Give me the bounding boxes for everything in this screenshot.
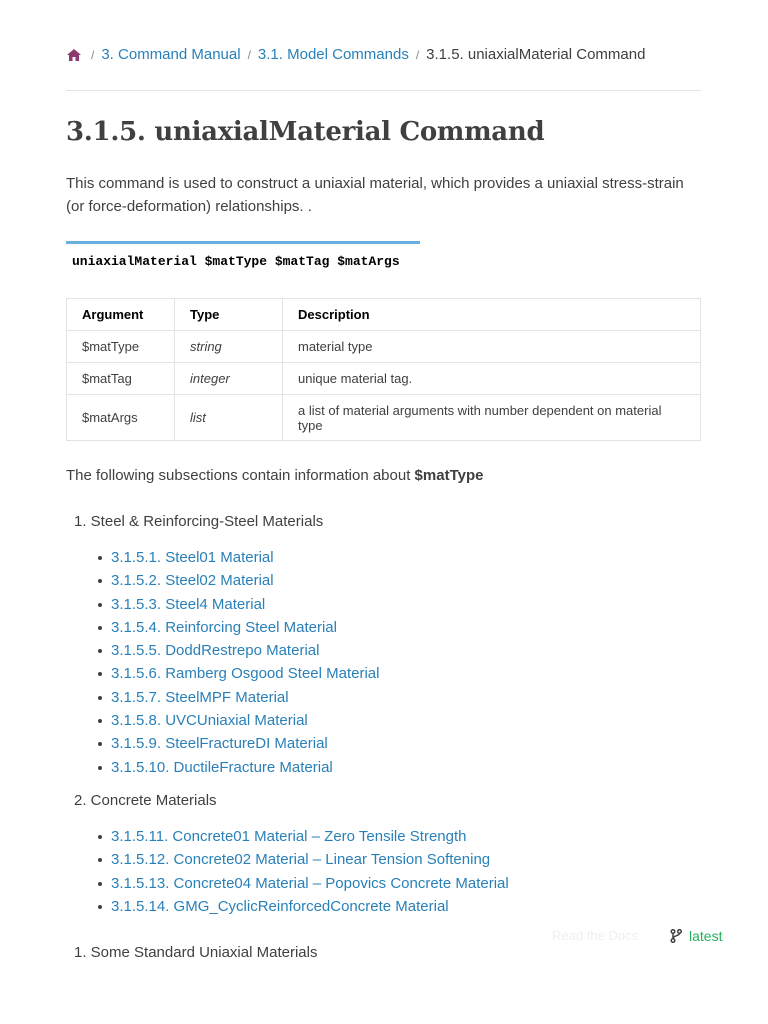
table-header: Description xyxy=(283,299,701,331)
table-header-row xyxy=(67,299,701,331)
table-header: Argument xyxy=(67,299,175,331)
section-title-steel: 1. Steel & Reinforcing-Steel Materials xyxy=(74,513,324,530)
list-item xyxy=(96,825,509,848)
table-cell-type: integer xyxy=(175,363,283,395)
steel-materials-list xyxy=(96,546,379,779)
list-item xyxy=(96,593,379,616)
table-cell-type: string xyxy=(175,331,283,363)
breadcrumb-separator: / xyxy=(247,48,251,62)
rtd-label: Read the Docs xyxy=(552,928,638,943)
table-row xyxy=(67,363,701,395)
material-link[interactable]: 3.1.5.3. Steel4 Material xyxy=(111,595,266,613)
list-item xyxy=(96,569,379,592)
mattype-keyword: $matType xyxy=(414,467,484,484)
section-title-concrete: 2. Concrete Materials xyxy=(74,792,217,809)
material-link[interactable]: 3.1.5.8. UVCUniaxial Material xyxy=(111,712,308,730)
code-block xyxy=(66,241,420,270)
table-cell-type: list xyxy=(175,395,283,441)
table-cell-description: a list of material arguments with number dependent on material type xyxy=(283,395,701,441)
table-cell-argument: $matArgs xyxy=(67,395,175,441)
command-signature: uniaxialMaterial $matType $matTag $matArgs xyxy=(72,254,400,269)
material-link[interactable]: 3.1.5.1. Steel01 Material xyxy=(111,549,274,566)
breadcrumb-current: 3.1.5. uniaxialMaterial Command xyxy=(426,46,646,63)
material-link[interactable]: 3.1.5.2. Steel02 Material xyxy=(111,572,274,590)
breadcrumb-separator: / xyxy=(415,48,420,62)
table-header: Type xyxy=(175,299,283,331)
table-row xyxy=(67,395,701,441)
page-title: 3.1.5. uniaxialMaterial Command xyxy=(66,117,545,147)
breadcrumb-model-commands[interactable]: 3.1. Model Commands xyxy=(257,46,409,63)
material-link[interactable]: 3.1.5.11. Concrete01 Material – Zero Tensile Strength xyxy=(111,828,467,845)
material-link[interactable]: 3.1.5.7. SteelMPF Material xyxy=(111,688,289,706)
home-icon[interactable] xyxy=(66,48,82,62)
list-item xyxy=(96,872,509,895)
material-link[interactable]: 3.1.5.13. Concrete04 Material – Popovics Concrete Material xyxy=(111,874,509,892)
subsections-intro-text: The following subsections contain information about xyxy=(66,467,415,484)
git-branch-icon xyxy=(670,929,682,943)
list-item xyxy=(96,732,379,755)
list-item xyxy=(96,756,379,779)
intro-paragraph: This command is used to construct a uniaxial material, which provides a uniaxial stress-strain (or force-deformation) relationships. . xyxy=(66,175,684,215)
table-cell-description: material type xyxy=(283,331,701,363)
breadcrumb-divider xyxy=(66,90,701,91)
list-item xyxy=(96,639,379,662)
material-link[interactable]: 3.1.5.14. GMG_CyclicReinforcedConcrete Material xyxy=(111,897,449,915)
section-title-standard: 1. Some Standard Uniaxial Materials xyxy=(74,944,318,961)
table-row xyxy=(67,331,701,363)
breadcrumb-command-manual[interactable]: 3. Command Manual xyxy=(101,46,241,63)
list-item xyxy=(96,662,379,685)
list-item xyxy=(96,848,509,871)
breadcrumb-separator: / xyxy=(91,48,95,62)
version-badge[interactable] xyxy=(552,925,732,947)
material-link[interactable]: 3.1.5.4. Reinforcing Steel Material xyxy=(111,618,337,636)
material-link[interactable]: 3.1.5.6. Ramberg Osgood Steel Material xyxy=(111,665,380,683)
table-cell-argument: $matTag xyxy=(67,363,175,395)
table-cell-description: unique material tag. xyxy=(283,363,701,395)
subsections-intro xyxy=(66,465,483,487)
list-item xyxy=(96,895,509,918)
material-link[interactable]: 3.1.5.5. DoddRestrepo Material xyxy=(111,642,320,660)
version-label[interactable]: latest xyxy=(689,928,723,944)
breadcrumb xyxy=(66,44,645,66)
list-item xyxy=(96,686,379,709)
list-item xyxy=(96,709,379,732)
list-item xyxy=(96,546,379,569)
material-link[interactable]: 3.1.5.12. Concrete02 Material – Linear Tension Softening xyxy=(111,851,491,869)
arguments-table xyxy=(66,298,701,441)
concrete-materials-list xyxy=(96,825,509,918)
material-link[interactable]: 3.1.5.10. DuctileFracture Material xyxy=(111,758,333,776)
list-item xyxy=(96,616,379,639)
material-link[interactable]: 3.1.5.9. SteelFractureDI Material xyxy=(111,735,328,753)
table-cell-argument: $matType xyxy=(67,331,175,363)
